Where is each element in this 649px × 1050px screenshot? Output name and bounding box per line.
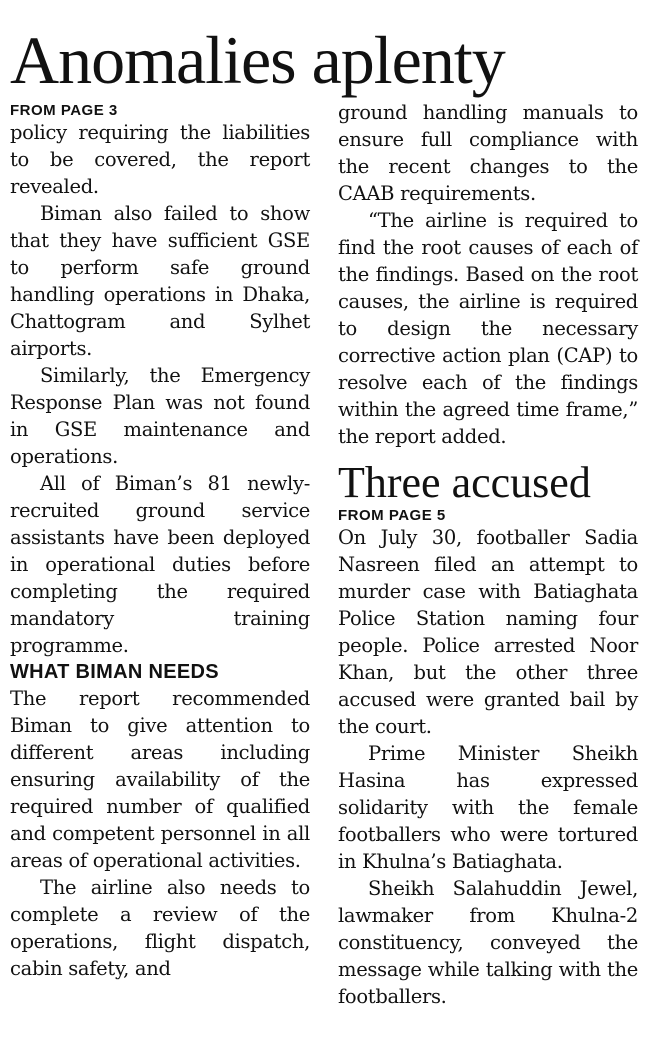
body-paragraph: “The airline is required to find the root causes of each of the findings. Based on the root causes, the airline is required to design the necessary corrective action plan (CAP) to resolve each of the findings within the agreed time frame,” the report added.	[338, 209, 638, 448]
body-paragraph: The airline also needs to complete a review of the operations, flight dispatch, cabin safety, and	[10, 876, 310, 980]
body-paragraph: Sheikh Salahuddin Jewel, lawmaker from Khulna-2 constituency, conveyed the message while talking with the footballers.	[338, 877, 638, 1008]
body-paragraph: All of Biman’s 81 newly-recruited ground service assistants have been deployed in operational duties before completing the required mandatory training programme.	[10, 472, 310, 657]
left-column	[10, 103, 310, 982]
body-paragraph: Similarly, the Emergency Response Plan was not found in GSE maintenance and operations.	[10, 364, 310, 468]
story2-kicker: FROM PAGE 5	[338, 507, 446, 524]
headline: Anomalies aplenty	[10, 22, 505, 98]
right-column	[338, 103, 638, 1010]
continuation-kicker: FROM PAGE 3	[10, 102, 118, 119]
body-paragraph: Prime Minister Sheikh Hasina has expressed solidarity with the female footballers who were tortured in Khulna’s Batiaghata.	[338, 742, 638, 873]
body-paragraph: ground handling manuals to ensure full compliance with the recent changes to the CAAB requirements.	[338, 101, 638, 205]
body-paragraph: Biman also failed to show that they have sufficient GSE to perform safe ground handling operations in Dhaka, Chattogram and Sylhet airports.	[10, 202, 310, 360]
body-paragraph: The report recommended Biman to give attention to different areas including ensuring availability of the required number of qualified and competent personnel in all areas of operational activities.	[10, 687, 310, 872]
body-paragraph: policy requiring the liabilities to be covered, the report revealed.	[10, 121, 310, 198]
story2-headline: Three accused	[338, 458, 591, 507]
body-paragraph: On July 30, footballer Sadia Nasreen filed an attempt to murder case with Batiaghata Police Station naming four people. Police arrested Noor Khan, but the other three accused were granted bail by the court.	[338, 526, 638, 738]
section-subhead: WHAT BIMAN NEEDS	[10, 661, 219, 683]
